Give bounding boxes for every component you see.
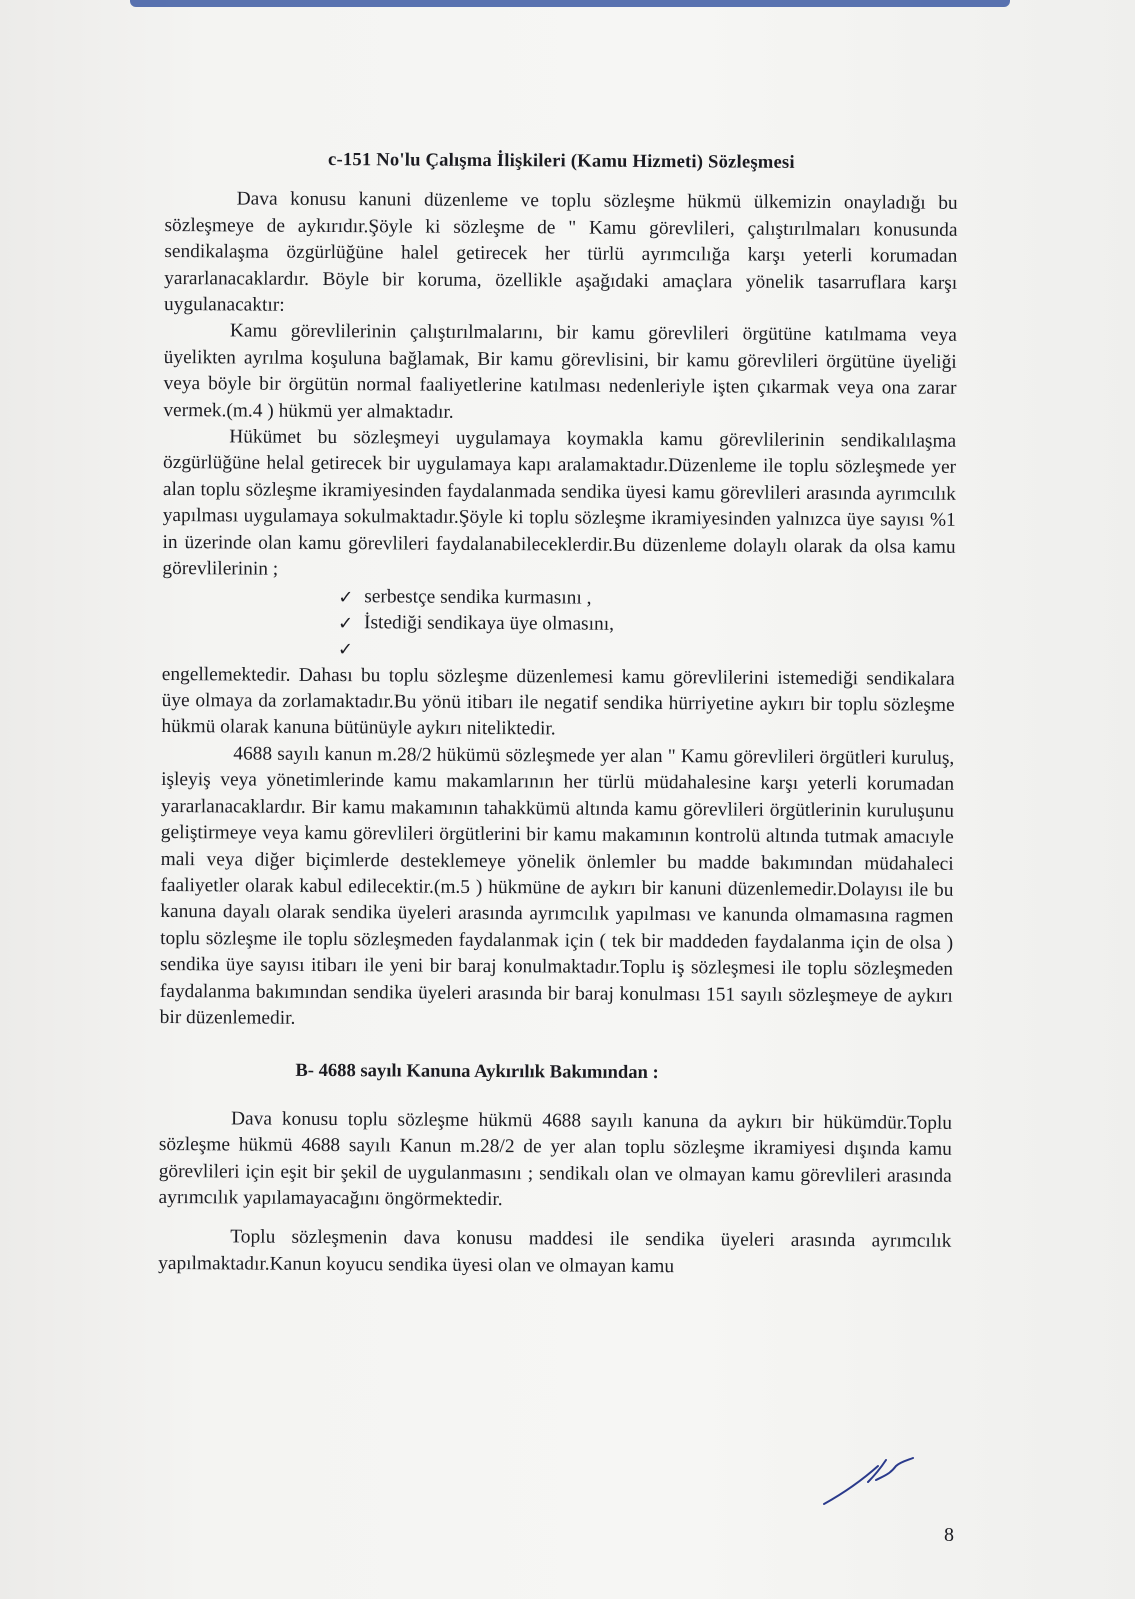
document-title: c-151 No'lu Çalışma İlişkileri (Kamu Hizmeti) Sözleşmesi <box>327 148 795 173</box>
top-binder-band <box>130 0 1010 7</box>
checkmark-icon: ✓ <box>338 612 354 634</box>
page-number: 8 <box>944 1524 954 1546</box>
document-body <box>158 146 958 1282</box>
checklist-item <box>338 610 955 640</box>
checkmark-icon: ✓ <box>338 586 354 607</box>
checklist <box>162 582 955 666</box>
checklist-item <box>338 584 955 614</box>
checklist-item-label: İstediği sendikaya üye olmasını, <box>364 612 615 635</box>
paragraph: Kamu görevlilerinin çalıştırılmalarını, bir kamu görevlileri örgütüne katılmama veya üyelikten ayrılma koşuluna bağlamak, Bir kamu görevlisini, bir kamu görevlileri örgütüne üyeliği veya böyle bir örgütün normal faaliyetlerine katılması nedenleriyle işten çıkarmak veya ona zarar vermek.(m.4 ) hükmü yer almaktadır. <box>163 320 957 423</box>
paragraph: 4688 sayılı kanun m.28/2 hükümü sözleşmede yer alan " Kamu görevlileri örgütleri kuruluş, işleyiş veya yönetimlerinde kamu makamlarının her türlü müdahalesine karşı yeterli korumadan yararlanacaklardır. Bir kamu makamının tahakkümü altında kamu görevlileri örgütlerinin kuruluşunu geliştirmeye veya kamu görevlileri örgütlerini bir kamu makamının kontrolü altında tutmak amacıyle mali veya diğer biçimlerde desteklemeye yönelik önlemler bu madde bakımından müdahaleci faaliyetler olarak kabul edilecektir.(m.5 ) hükmüne de aykırı bir kanuni düzenlemedir.Dolayısı ile bu kanuna dayalı olarak sendika üyeleri arasında ayrımcılık yapılması ve kanunda olmamasına ragmen toplu sözleşme ile toplu sözleşmeden faydalanmak için ( tek bir maddeden faydalanma için de olsa ) sendika üye sayısı itibarı ile yeni bir baraj konulmaktadır.Toplu iş sözleşmesi ile toplu sözleşmeden faydalanma bakımından sendika üyeleri arasında bir baraj konulması 151 sayılı sözleşmeye de aykırı bir düzenlemedir. <box>159 743 955 1029</box>
paragraph: engellemektedir. Dahası bu toplu sözleşme düzenlemesi kamu görevlilerini istemediği sendikalara üye olmaya da zorlamaktadır.Bu yönü itibarı ile negatif sendika hürriyetine aykırı bir toplu sözleşme hükmü olarak kanuna bütünüyle aykırı niteliktedir. <box>161 663 955 740</box>
checkmark-icon: ✓ <box>337 639 354 660</box>
section-heading: B- 4688 sayılı Kanuna Aykırılık Bakımından : <box>295 1060 659 1084</box>
signature-mark <box>820 1452 915 1512</box>
paragraph: Dava konusu toplu sözleşme hükmü 4688 sayılı kanuna da aykırı bir hükümdür.Toplu sözleşme hükmü 4688 sayılı Kanun m.28/2 de yer alan toplu sözleşme ikramiyesi dışında kamu görevlileri için eşit bir şekil de uygulanmasını ; sendikalı olan ve olmayan kamu görevlileri arasında ayrımcılık yapılamayacağını öngörmektedir. <box>158 1108 953 1211</box>
checklist-item-label: serbestçe sendika kurmasını , <box>364 585 592 609</box>
paragraph: Hükümet bu sözleşmeyi uygulamaya koymakla kamu görevlilerinin sendikalılaşma özgürlüğüne helal getirecek bir uygulamaya kapı aralamaktadır.Düzenleme ile toplu sözleşmede yer alan toplu sözleşme ikramiyesinden faydalanmada sendika üyesi kamu görevlileri arasında ayrımcılık yapılması uygulamaya sokulmaktadır.Şöyle ki toplu sözleşme ikramiyesinden yalnızca üye sayısı %1 in üzerinde olan kamu görevlileri faydalanabileceklerdir.Bu düzenleme dolaylı olarak da olsa kamu görevlilerinin ; <box>162 426 957 580</box>
paragraph: Toplu sözleşmenin dava konusu maddesi ile sendika üyeleri arasında ayrımcılık yapılmaktadır.Kanun koyucu sendika üyesi olan ve olmayan kamu <box>158 1226 952 1277</box>
paragraph: Dava konusu kanuni düzenleme ve toplu sözleşme hükmü ülkemizin onayladığı bu sözleşmeye de aykırıdır.Şöyle ki sözleşme de " Kamu görevlileri, çalıştırılmaları konusunda sendikalaşma özgürlüğüne halel getirecek her türlü ayrımcılığa karşı yeterli korumadan yararlanacaklardır. Böyle bir koruma, özellikle aşağıdaki amaçlara yönelik tasarruflara karşı uygulanacaktır: <box>163 188 958 316</box>
checklist-item <box>338 636 955 666</box>
